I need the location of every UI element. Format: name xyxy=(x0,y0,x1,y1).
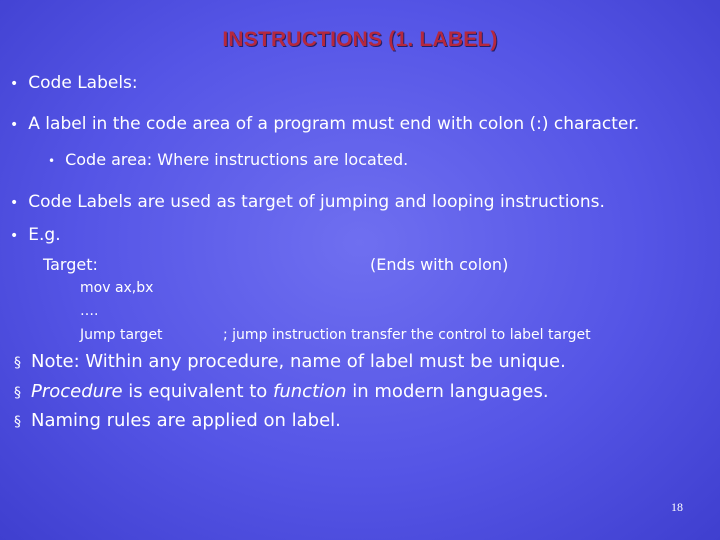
example-note: (Ends with colon) xyxy=(370,255,509,274)
bullet-dot-icon: • xyxy=(10,76,19,92)
section-bullet-icon: § xyxy=(14,414,21,430)
code-line-jump: Jump target xyxy=(80,327,163,343)
slide-title: INSTRUCTIONS (1. LABEL) xyxy=(222,28,498,51)
bullet-label-rule xyxy=(10,114,639,134)
example-label: Target: xyxy=(43,255,98,274)
bullet-example xyxy=(10,225,61,245)
bullet-jump-targets xyxy=(10,192,605,212)
section-bullet-icon: § xyxy=(14,385,21,401)
sub-bullet-code-area xyxy=(48,150,408,169)
bullet-dot-icon: • xyxy=(10,195,19,211)
section-bullet-icon: § xyxy=(14,355,21,371)
bullet-text: Code area: Where instructions are located. xyxy=(65,150,409,169)
bullet-text: E.g. xyxy=(28,225,61,245)
bullet-text: Code Labels: xyxy=(28,73,138,93)
bullet-dot-icon: • xyxy=(48,154,56,168)
note-text: Naming rules are applied on label. xyxy=(31,410,341,431)
note-text-end: in modern languages. xyxy=(346,381,549,402)
note-text: Note: Within any procedure, name of label must be unique. xyxy=(31,351,566,372)
code-line-mov: mov ax,bx xyxy=(80,280,154,296)
code-comment: ; jump instruction transfer the control to label target xyxy=(223,327,591,343)
bullet-code-labels xyxy=(10,73,138,93)
note-em-function: function xyxy=(273,381,347,402)
bullet-text: A label in the code area of a program must end with colon (:) character. xyxy=(28,114,640,134)
note-unique-name xyxy=(14,351,566,372)
bullet-dot-icon: • xyxy=(10,228,19,244)
code-line-ellipsis: …. xyxy=(80,303,99,319)
bullet-text: Code Labels are used as target of jumping and looping instructions. xyxy=(28,192,605,212)
bullet-dot-icon: • xyxy=(10,117,19,133)
note-naming-rules xyxy=(14,410,341,431)
note-text-mid: is equivalent to xyxy=(122,381,274,402)
page-number: 18 xyxy=(671,500,683,514)
note-procedure-function xyxy=(14,381,549,402)
note-em-procedure: Procedure xyxy=(31,381,123,402)
